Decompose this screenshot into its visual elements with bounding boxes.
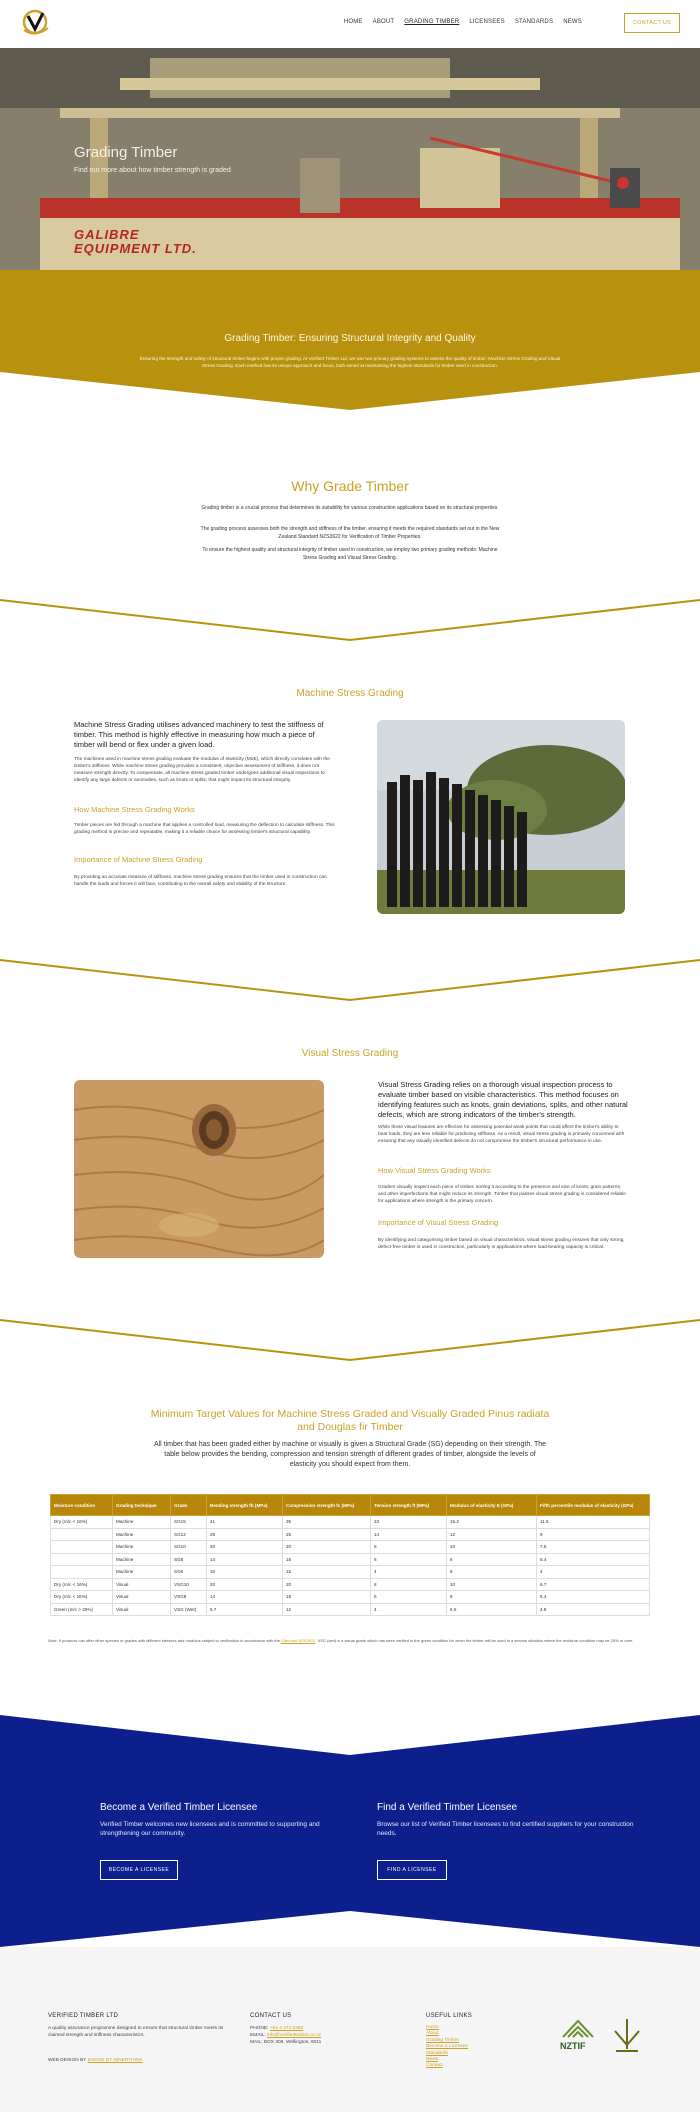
machine-how-heading: How Machine Stress Grading Works [74, 805, 195, 814]
table-cell: Machine [113, 1541, 171, 1554]
table-cell: VSG (Wet) [171, 1603, 207, 1616]
footer-link-contact[interactable]: Contact [426, 2063, 443, 2069]
footer-link-news[interactable]: News [426, 2057, 438, 2063]
grading-values-table [50, 1494, 650, 1616]
web-design-link[interactable]: BADGE BY INNERTHINK [87, 2058, 143, 2063]
table-cell: 41 [207, 1516, 283, 1529]
table-note [48, 1638, 652, 1644]
site-footer [0, 1947, 700, 2112]
table-row [51, 1603, 650, 1616]
table-cell: 11.5 [537, 1516, 650, 1529]
table-cell: Machine [113, 1566, 171, 1579]
table-cell: 6.5 [447, 1603, 537, 1616]
find-licensee-title: Find a Verified Timber Licensee [377, 1802, 518, 1813]
machine-lead: Machine Stress Grading utilises advanced machinery to test the stiffness of timber. This method is highly effective in measuring how much a piece of timber will bend or flex under a given load. [74, 720, 324, 749]
table-cell: 10 [447, 1578, 537, 1591]
footer-link-home[interactable]: Home [426, 2025, 439, 2030]
table-cell: 4.8 [537, 1603, 650, 1616]
table-section-title: Minimum Target Values for Machine Stress Graded and Visually Graded Pinus radiata and Douglas fir Timber [150, 1408, 550, 1433]
why-paragraph-2: The grading process assesses both the strength and stiffness of the timber, ensuring it meets the required standards set out in the New Zealand Standard NZS3622 for Verification of Timber Properties. [200, 526, 500, 540]
footer-company-text: A quality assurance programme designed to ensure that structural timber meets its claimed strength and stiffness characteristics. [48, 2026, 224, 2038]
table-cell: 8 [371, 1541, 447, 1554]
table-cell: 7.5 [537, 1541, 650, 1554]
table-cell: 9 [537, 1528, 650, 1541]
table-cell: 5.4 [537, 1591, 650, 1604]
th-tension: Tension strength ft (MPa) [371, 1495, 447, 1516]
table-cell: VSG8 [171, 1591, 207, 1604]
gold-chevron-divider-2 [0, 958, 700, 1002]
table-cell: 6 [371, 1591, 447, 1604]
table-cell: 4 [371, 1566, 447, 1579]
table-cell: 20 [207, 1541, 283, 1554]
footer-company-title: VERIFIED TIMBER LTD [48, 2013, 119, 2019]
why-grade-title: Why Grade Timber [291, 478, 409, 494]
hero-sign-line1: GALIBRE [74, 227, 140, 242]
table-cell: Dry (m/c < 16%) [51, 1578, 113, 1591]
machine-body: The machines used in machine stress grading evaluate the modulus of elasticity (MoE), which directly correlates with the timber's stiffness. While machine stress grading provides a consistent, objective assessment of stiffness, it does not measure strength directly. To compensate, all machine stress graded timber undergoes additional visual inspections to identify any large defects or anomalies, such as knots or splits, that might impact its structural integrity. [74, 757, 330, 783]
table-cell [51, 1566, 113, 1579]
visual-body: While these visual features are effective for assessing potential weak points that could affect the timber's ability to bear loads, they are less reliable for predicting stiffness. As a result, visual stress grading is primarily concerned with ensuring that any visually identified defects do not compromise the timber's structural performance in use. [378, 1125, 625, 1144]
footer-link-become-licensee[interactable]: Become a Licensee [426, 2044, 469, 2050]
table-cell: Dry (m/c < 16%) [51, 1591, 113, 1604]
table-row [51, 1591, 650, 1604]
visual-how-heading: How Visual Stress Grading Works [378, 1166, 491, 1175]
table-row [51, 1566, 650, 1579]
why-paragraph-3: To ensure the highest quality and structural integrity of timber used in construction, we employ two primary grading methods: Machine Stress Grading and Visual Stress Grading. [202, 547, 498, 561]
th-grade: Grade [171, 1495, 207, 1516]
table-row [51, 1528, 650, 1541]
hero-subtitle: Find out more about how timber strength is graded [74, 167, 231, 174]
intro-text: Ensuring the strength and safety of structural timber begins with proper grading. At Verified Timber Ltd, we use two primary grading systems to assess the quality of timber: Machine Stress Grading and Visual Stress Grading. Each method has its unique approach and focus, both aimed at maintaining the highest standards for timber used in construction. [139, 356, 561, 368]
standard-link[interactable]: Standard NZS3622 [281, 1638, 316, 1643]
footer-web-design [48, 2057, 143, 2064]
footer-link-standards[interactable]: Standards [426, 2050, 448, 2056]
table-cell: Visual [113, 1591, 171, 1604]
table-cell: 23 [371, 1516, 447, 1529]
table-cell: Dry (m/c < 16%) [51, 1516, 113, 1529]
table-cell: 18 [283, 1553, 371, 1566]
visual-lead: Visual Stress Grading relies on a thorough visual inspection process to evaluate timber based on visible characteristics. This method focuses on identifying features such as knots, grain deviations, splits, and other natural defects, which are strong indicators of the timber's strength. [378, 1080, 628, 1119]
footer-links-list [426, 2025, 468, 2070]
gold-chevron-divider-3 [0, 1318, 700, 1362]
table-cell: 20 [207, 1578, 283, 1591]
intro-title: Grading Timber: Ensuring Structural Integrity and Quality [224, 333, 476, 344]
footer-link-grading[interactable]: Grading Timber [426, 2037, 460, 2043]
table-cell: 6.7 [537, 1578, 650, 1591]
table-row [51, 1541, 650, 1554]
visual-importance-heading: Importance of Visual Stress Grading [378, 1218, 499, 1227]
visual-importance-text: By identifying and categorising timber based on visual characteristics, visual stress grading ensures that only strong, defect-free timber is used in construction, particularly in applications where load-bearing capacity is critical. [378, 1238, 625, 1250]
table-cell: 6 [371, 1553, 447, 1566]
nztif-logo [558, 2015, 598, 2055]
nav-news[interactable]: NEWS [563, 19, 582, 25]
table-cell: VSG10 [171, 1578, 207, 1591]
table-cell: SG6 [171, 1566, 207, 1579]
table-cell: 35 [283, 1516, 371, 1529]
verified-timber-logo[interactable] [20, 8, 60, 38]
table-row [51, 1553, 650, 1566]
become-licensee-text: Verified Timber welcomes new licensees and is committed to supporting and strengthening our community. [100, 1821, 320, 1837]
table-cell: SG12 [171, 1528, 207, 1541]
table-cell: 6 [447, 1566, 537, 1579]
become-licensee-button[interactable]: BECOME A LICENSEE [100, 1860, 178, 1880]
wood-grain-photo [74, 1080, 324, 1258]
main-nav [344, 19, 582, 25]
table-cell: 12 [447, 1528, 537, 1541]
table-cell: Green (m/c > 25%) [51, 1603, 113, 1616]
machine-importance-text: By providing an accurate measure of stiffness, machine stress grading ensures that the timber used in construction can handle the loads and forces it will face, contributing to the overall safety and stability of the structure. [74, 875, 327, 887]
table-cell: SG10 [171, 1541, 207, 1554]
nztif-logo-text: NZTIF [560, 2041, 586, 2051]
table-cell: 12 [283, 1603, 371, 1616]
th-technique: Grading technique [113, 1495, 171, 1516]
note-prefix: Note: If products can offer other species or grades with different stresses and modulus subject to verification in accordance with the [48, 1638, 280, 1643]
table-cell [51, 1541, 113, 1554]
nav-home[interactable]: HOME [343, 19, 363, 25]
table-cell: 8 [447, 1591, 537, 1604]
machine-importance-heading: Importance of Machine Stress Grading [74, 855, 203, 864]
th-fifth-percentile: Fifth percentile modulus of elasticity (GPa) [537, 1495, 650, 1516]
table-cell: 15.2 [447, 1516, 537, 1529]
table-cell [51, 1528, 113, 1541]
visual-how-text: Graders visually inspect each piece of timber, sorting it according to the presence and size of knots, grain patterns, and other imperfections that might reduce its strength. Timber that passes visual stress grading is considered reliable for applications where strength is the primary concern. [378, 1185, 626, 1204]
footer-email [250, 2032, 321, 2039]
table-cell: 10 [447, 1541, 537, 1554]
note-suffix: . VSG (wet) is a visual grade which has been verified in the green condition for when the timber will be used in a service situation where the moisture condition may be 25% or over. [315, 1638, 634, 1643]
th-moisture: Moisture condition [51, 1495, 113, 1516]
hero-banner [0, 48, 700, 270]
table-cell: 15 [283, 1566, 371, 1579]
table-cell [51, 1553, 113, 1566]
table-cell: 14 [207, 1591, 283, 1604]
find-licensee-button[interactable]: FIND A LICENSEE [377, 1860, 447, 1880]
find-licensee-text: Browse our list of Verified Timber licensees to find certified suppliers for your construction needs. [377, 1821, 634, 1837]
nav-standards[interactable]: STANDARDS [514, 19, 554, 25]
machine-section-title: Machine Stress Grading [296, 688, 404, 699]
machine-how-text: Timber pieces are fed through a machine that applies a controlled load, measuring the deflection to calculate stiffness. This grading method is precise and repeatable, making it a reliable choice for assessing timber's structural capability. [74, 823, 335, 835]
table-cell: 4 [371, 1603, 447, 1616]
nav-licensees[interactable]: LICENSEES [469, 19, 505, 25]
timber-fence-photo [377, 720, 625, 914]
table-cell: Machine [113, 1553, 171, 1566]
table-cell: 5.7 [207, 1603, 283, 1616]
nav-grading-timber[interactable]: GRADING TIMBER [404, 19, 460, 25]
table-row [51, 1516, 650, 1529]
th-bending: Bending strength fb (MPa) [207, 1495, 283, 1516]
th-modulus: Modulus of elasticity E (GPa) [447, 1495, 537, 1516]
email-link[interactable]: info@verifiedtimber.co.nz [267, 2033, 322, 2038]
nav-about[interactable]: ABOUT [372, 19, 395, 25]
table-cell: SG8 [171, 1553, 207, 1566]
phone-link[interactable]: +64 4 473 5385 [269, 2026, 304, 2031]
table-intro: All timber that has been graded either by machine or visually is given a Structural Grade (SG) depending on their strength. The table below provides the bending, compression and tension strength of different grades of timber, alongside the levels of elasticity you should expect from them. [153, 1441, 547, 1468]
why-paragraph-1: Grading timber is a crucial process that determines its suitability for various construction applications based on its structural properties. [201, 505, 499, 511]
become-licensee-title: Become a Verified Timber Licensee [100, 1802, 258, 1813]
table-cell: Machine [113, 1516, 171, 1529]
hero-sign-line2: EQUIPMENT LTD. [74, 241, 197, 256]
table-cell: 14 [371, 1528, 447, 1541]
web-design-prefix: WEB DESIGN BY [48, 2058, 87, 2063]
verified-timber-mark-icon [612, 2017, 642, 2053]
table-cell: 5.4 [537, 1553, 650, 1566]
phone-label: PHONE: [250, 2026, 269, 2031]
table-row [51, 1578, 650, 1591]
table-header-row [51, 1495, 650, 1516]
site-header [0, 0, 700, 48]
table-cell: Visual [113, 1603, 171, 1616]
hero-title: Grading Timber [74, 144, 178, 161]
footer-links-title: USEFUL LINKS [426, 2013, 473, 2019]
email-label: EMAIL: [250, 2033, 266, 2038]
table-cell: SG15 [171, 1516, 207, 1529]
table-cell: 14 [207, 1553, 283, 1566]
table-cell: 20 [283, 1578, 371, 1591]
table-cell: 4 [537, 1566, 650, 1579]
footer-link-about[interactable]: About [426, 2031, 439, 2037]
footer-contact-title: CONTACT US [250, 2013, 292, 2019]
th-compression: Compression strength fc (MPa) [283, 1495, 371, 1516]
table-cell: 20 [283, 1541, 371, 1554]
contact-us-button[interactable]: CONTACT US [624, 13, 680, 33]
table-cell: Visual [113, 1578, 171, 1591]
table-cell: 18 [283, 1591, 371, 1604]
table-cell: 8 [371, 1578, 447, 1591]
table-cell: 25 [283, 1528, 371, 1541]
table-cell: 28 [207, 1528, 283, 1541]
table-cell: Machine [113, 1528, 171, 1541]
table-cell: 8 [447, 1553, 537, 1566]
footer-address: MAIL: BOX 308, Wellington, 6011 [250, 2040, 322, 2045]
table-cell: 10 [207, 1566, 283, 1579]
visual-section-title: Visual Stress Grading [301, 1048, 399, 1059]
gold-chevron-divider [0, 598, 700, 642]
footer-phone [250, 2025, 303, 2032]
